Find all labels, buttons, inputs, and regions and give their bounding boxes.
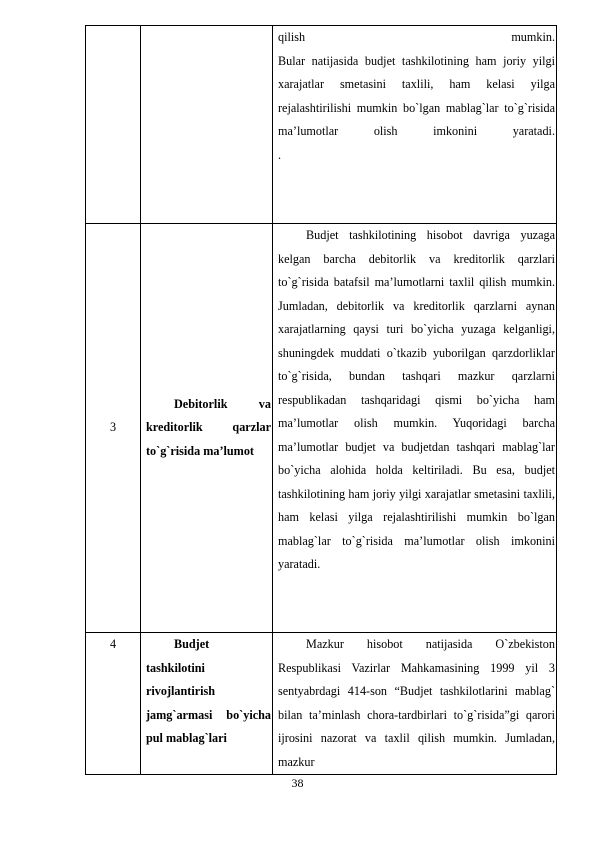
row-description-cell <box>273 224 557 633</box>
row-number-cell <box>86 224 141 633</box>
row-description-cell <box>273 26 557 224</box>
table-row <box>86 224 557 633</box>
paragraph: . <box>278 147 282 162</box>
row-name-cell <box>141 224 273 633</box>
row-name: Debitorlik va kreditorlik qarzlar to`g`risida ma’lumot <box>146 396 271 458</box>
row-name-cell <box>141 633 273 775</box>
row-number: 4 <box>109 637 117 651</box>
row-number-cell <box>86 633 141 775</box>
paragraph: Budjet tashkilotining hisobot davriga yuzaga kelgan barcha debitorlik va kreditorlik qarzlari to`g`risida batafsil ma’lumotlarni taxlil qilish mumkin. <box>278 228 555 289</box>
row-name-cell <box>141 26 273 224</box>
page-number: 38 <box>291 776 304 790</box>
report-table <box>85 25 557 775</box>
paragraph: Jumladan, debitorlik va kreditorlik qarzlarni aynan xarajatlarning qaysi turi bo`yicha yuzaga kelganligi, shuningdek muddati o`tkazib yuborilgan qarzdorliklar to`g`risida, bundan tashqari mazkur qarzlarni respublikadan tashqaridagi qismi bo`yicha ham ma’lumotlar olish mumkin. Yuqoridagi barcha ma’lumotlar budjet va budjetdan tashqari mablag`lar bo`yicha alohida holda keltiriladi. Bu esa, budjet tashkilotining ham joriy yilgi xarajatlar smetasini taxlili, ham kelasi yilga rejalashtirilishi mumkin bo`lgan mablag`lar to`g`risida ma’lumotlar olish imkonini yaratadi. <box>278 298 555 571</box>
row-description-cell <box>273 633 557 775</box>
paragraph: Bular natijasida budjet tashkilotining ham joriy yilgi xarajatlar smetasini taxlili, ham kelasi yilga rejalashtirilishi mumkin bo`lgan mablag`lar to`g`risida ma’lumotlar olish imkonini yaratadi. <box>278 53 555 138</box>
table-row <box>86 26 557 224</box>
row-name: Budjet tashkilotini rivojlantirish jamg`armasi bo`yicha pul mablag`lari <box>146 637 271 745</box>
paragraph: qilish mumkin. <box>278 30 555 44</box>
row-number-cell <box>86 26 141 224</box>
row-number: 3 <box>109 420 117 435</box>
table-row <box>86 633 557 775</box>
paragraph: Mazkur hisobot natijasida O`zbekiston Respublikasi Vazirlar Mahkamasining 1999 yil 3 sentyabrdagi 414-son “Budjet tashkilotlarini mablag` bilan ta’minlash chora-tardbirlari to`g`risida”gi qarori ijrosini nazorat va taxlil qilish mumkin. Jumladan, mazkur <box>278 637 555 769</box>
